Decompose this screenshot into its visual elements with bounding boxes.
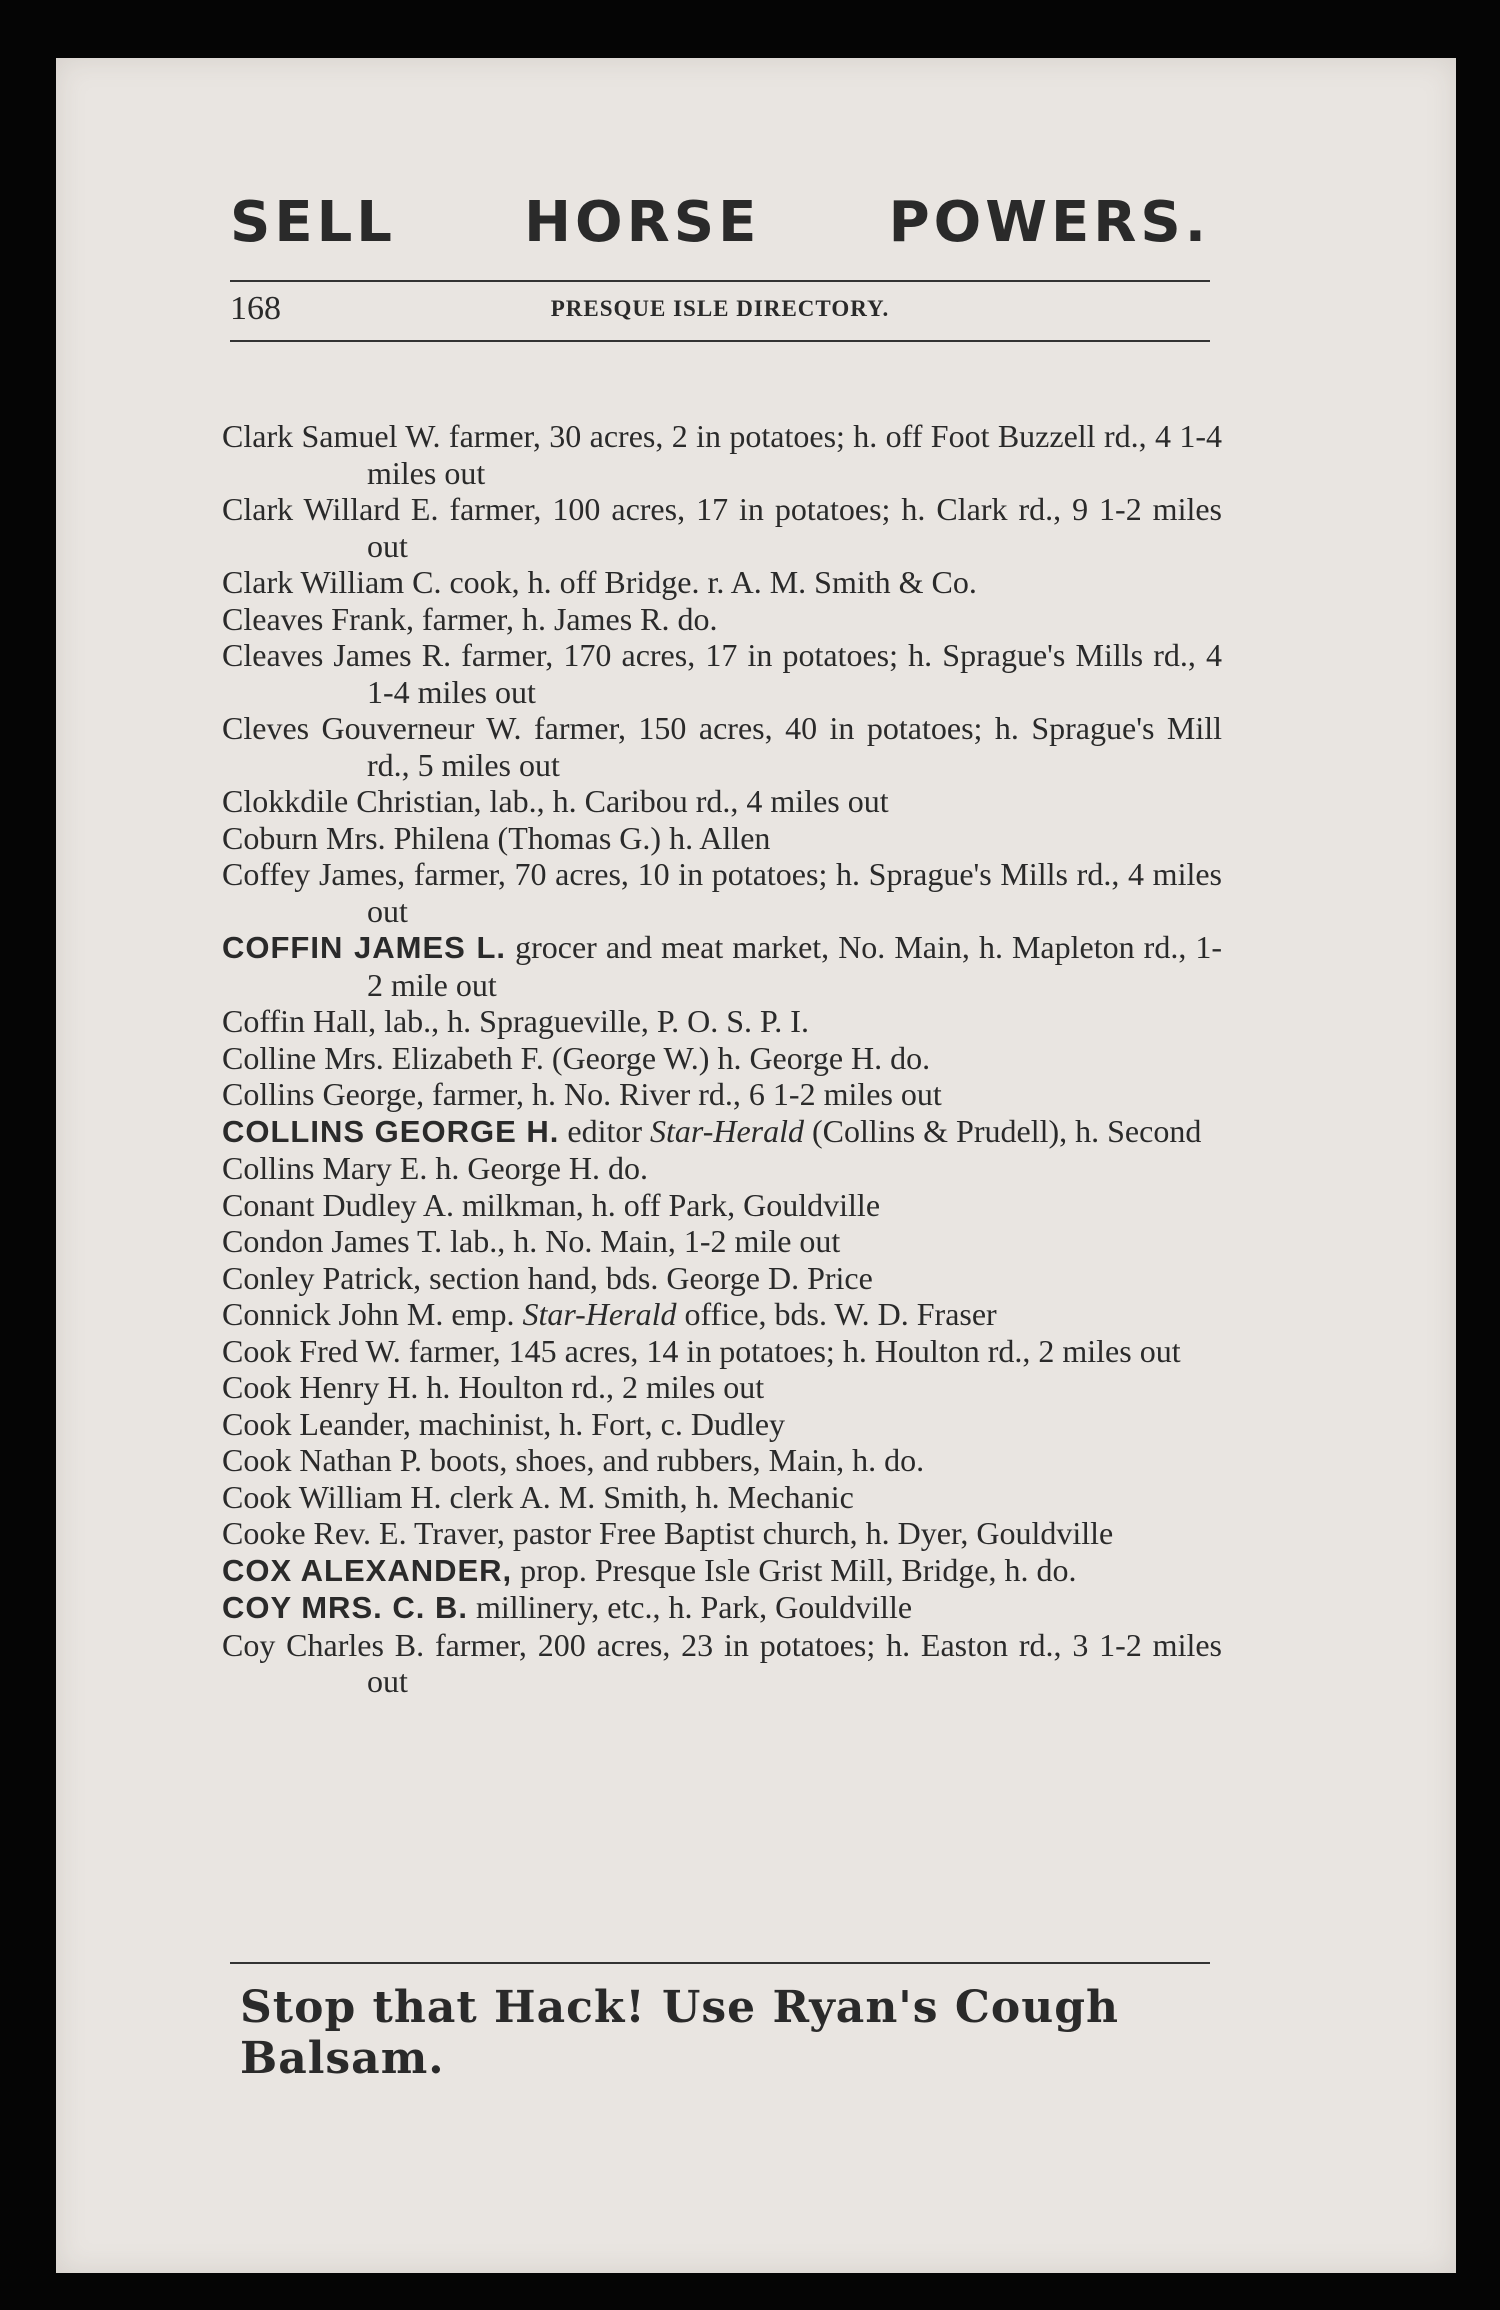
entry-name: Colline Mrs. Elizabeth F. bbox=[222, 1039, 544, 1076]
publication-name: Star-Herald bbox=[650, 1112, 805, 1149]
entry-name: Clokkdile Christian, bbox=[222, 783, 482, 819]
entry-name: Coffin Hall, bbox=[222, 1003, 377, 1039]
bottom-advertisement: Stop that Hack! Use Ryan's Cough Balsam. bbox=[240, 1982, 1119, 2084]
publication-name: Star-Herald bbox=[522, 1296, 677, 1332]
directory-entry bbox=[222, 820, 1222, 857]
entry-details: farmer, 145 acres, 14 in potatoes; h. Houlton rd., 2 miles out bbox=[400, 1332, 1181, 1369]
directory-entry bbox=[222, 1040, 1222, 1077]
entry-details: farmer, 100 acres, 17 in potatoes; h. Clark rd., 9 1-2 miles out bbox=[367, 491, 1223, 564]
entry-details: machinist, h. Fort, c. Dudley bbox=[410, 1405, 786, 1442]
top-ad-rule bbox=[230, 280, 1210, 282]
entry-name: Cook Leander, bbox=[222, 1405, 411, 1442]
directory-entry bbox=[222, 710, 1222, 783]
entry-details: boots, shoes, and rubbers, Main, h. do. bbox=[422, 1442, 925, 1478]
entry-name: Cook Henry H. bbox=[222, 1369, 419, 1405]
entry-details: editor bbox=[559, 1112, 650, 1149]
entry-name: COLLINS GEORGE H. bbox=[222, 1113, 560, 1149]
entry-name: Collins Mary E. bbox=[222, 1150, 428, 1186]
entry-name: COX ALEXANDER, bbox=[222, 1552, 513, 1588]
running-head bbox=[230, 290, 1210, 330]
entry-name: COFFIN JAMES L. bbox=[222, 930, 507, 965]
entry-details: farmer, 70 acres, 10 in potatoes; h. Sprague's Mills rd., 4 miles out bbox=[367, 856, 1223, 929]
entry-name: Cook William H. bbox=[222, 1478, 442, 1515]
directory-entry bbox=[222, 1552, 1222, 1590]
directory-entry bbox=[222, 1515, 1222, 1552]
directory-entry bbox=[222, 1113, 1222, 1151]
directory-entry bbox=[222, 601, 1222, 638]
bottom-ad-rule bbox=[230, 1962, 1210, 1964]
directory-title: PRESQUE ISLE DIRECTORY. bbox=[550, 296, 890, 321]
entry-details: (Thomas G.) h. Allen bbox=[489, 819, 771, 856]
entry-details: h. Houlton rd., 2 miles out bbox=[418, 1369, 765, 1405]
directory-entry bbox=[222, 564, 1222, 601]
entry-name: Cleaves James R. bbox=[222, 637, 452, 673]
directory-entry bbox=[222, 1442, 1222, 1479]
entry-name: Coy Charles B. bbox=[222, 1626, 425, 1663]
entry-details: lab., h. No. Main, 1-2 mile out bbox=[442, 1223, 841, 1259]
entry-details: clerk A. M. Smith, h. Mechanic bbox=[441, 1478, 854, 1515]
entry-name: Clark William C. bbox=[222, 564, 442, 600]
entry-details: lab., h. Spragueville, P. O. S. P. I. bbox=[376, 1003, 809, 1039]
directory-entry bbox=[222, 1260, 1222, 1297]
entry-name: Cooke Rev. E. Traver, bbox=[222, 1515, 505, 1551]
entry-name: Clark Willard E. bbox=[222, 491, 439, 527]
page-number: 168 bbox=[230, 290, 281, 327]
entry-details: grocer and meat market, No. Main, h. Mapleton rd., 1-2 mile out bbox=[367, 929, 1223, 1003]
top-advertisement bbox=[230, 190, 1210, 255]
entry-details: pastor Free Baptist church, h. Dyer, Gouldville bbox=[504, 1515, 1114, 1551]
directory-entry bbox=[222, 1333, 1222, 1370]
entry-name: Conley Patrick, bbox=[222, 1259, 422, 1296]
directory-entry bbox=[222, 1589, 1222, 1627]
top-ad-word: SELL bbox=[230, 190, 396, 255]
directory-entry bbox=[222, 1187, 1222, 1224]
directory-entry bbox=[222, 491, 1222, 564]
directory-entry bbox=[222, 1223, 1222, 1260]
entry-details: farmer, 200 acres, 23 in potatoes; h. Easton rd., 3 1-2 miles out bbox=[367, 1626, 1222, 1699]
entry-details: lab., h. Caribou rd., 4 miles out bbox=[481, 783, 889, 819]
directory-entry bbox=[222, 1076, 1222, 1113]
entry-name: Coburn Mrs. Philena bbox=[222, 819, 490, 856]
entry-name: Cook Nathan P. bbox=[222, 1442, 422, 1478]
entry-details: prop. Presque Isle Grist Mill, Bridge, h. do. bbox=[512, 1551, 1077, 1588]
directory-entry bbox=[222, 1003, 1222, 1040]
entry-name: COY MRS. C. B. bbox=[222, 1590, 468, 1625]
entry-details: (George W.) h. George H. do. bbox=[543, 1039, 931, 1076]
entry-details: cook, h. off Bridge. r. A. M. Smith & Co. bbox=[441, 564, 977, 600]
entry-details: (Collins & Prudell), h. Second bbox=[804, 1112, 1202, 1149]
top-ad-word: POWERS. bbox=[888, 190, 1210, 255]
entry-name: Collins George, bbox=[222, 1076, 425, 1112]
entry-details: farmer, h. No. River rd., 6 1-2 miles out bbox=[424, 1076, 942, 1112]
entry-name: Condon James T. bbox=[222, 1223, 443, 1259]
directory-entry bbox=[222, 929, 1222, 1003]
header-rule bbox=[230, 340, 1210, 342]
entry-details: farmer, 150 acres, 40 in potatoes; h. Sprague's Mill rd., 5 miles out bbox=[367, 710, 1223, 783]
entry-name: Clark Samuel W. bbox=[222, 418, 441, 454]
directory-entry bbox=[222, 783, 1222, 820]
entry-name: Cleaves Frank, bbox=[222, 600, 414, 637]
entry-name: Cook Fred W. bbox=[222, 1332, 401, 1369]
entry-details: h. George H. do. bbox=[427, 1150, 649, 1186]
top-ad-word: HORSE bbox=[524, 190, 761, 255]
entry-name: Connick John M. bbox=[222, 1296, 444, 1332]
entry-details: farmer, 170 acres, 17 in potatoes; h. Sprague's Mills rd., 4 1-4 miles out bbox=[367, 637, 1223, 710]
entry-name: Cleves Gouverneur W. bbox=[222, 710, 522, 746]
directory-entry bbox=[222, 637, 1222, 710]
directory-entry bbox=[222, 1150, 1222, 1187]
directory-entry bbox=[222, 1627, 1222, 1700]
entry-name: Conant Dudley A. bbox=[222, 1186, 454, 1223]
directory-entry bbox=[222, 1296, 1222, 1333]
entry-details: office, bds. W. D. Fraser bbox=[676, 1296, 997, 1332]
directory-entry bbox=[222, 1369, 1222, 1406]
directory-entry bbox=[222, 1479, 1222, 1516]
entry-details: emp. bbox=[443, 1296, 523, 1332]
entry-details: section hand, bds. George D. Price bbox=[421, 1259, 873, 1296]
entry-details: millinery, etc., h. Park, Gouldville bbox=[467, 1589, 913, 1625]
entry-details: farmer, h. James R. do. bbox=[413, 600, 718, 637]
entry-details: farmer, 30 acres, 2 in potatoes; h. off Foot Buzzell rd., 4 1-4 miles out bbox=[367, 418, 1223, 491]
entry-name: Coffey James, bbox=[222, 856, 406, 892]
directory-entry bbox=[222, 1406, 1222, 1443]
directory-entry bbox=[222, 418, 1222, 491]
entry-details: milkman, h. off Park, Gouldville bbox=[453, 1186, 881, 1223]
directory-entries bbox=[222, 418, 1222, 1700]
directory-entry bbox=[222, 856, 1222, 929]
